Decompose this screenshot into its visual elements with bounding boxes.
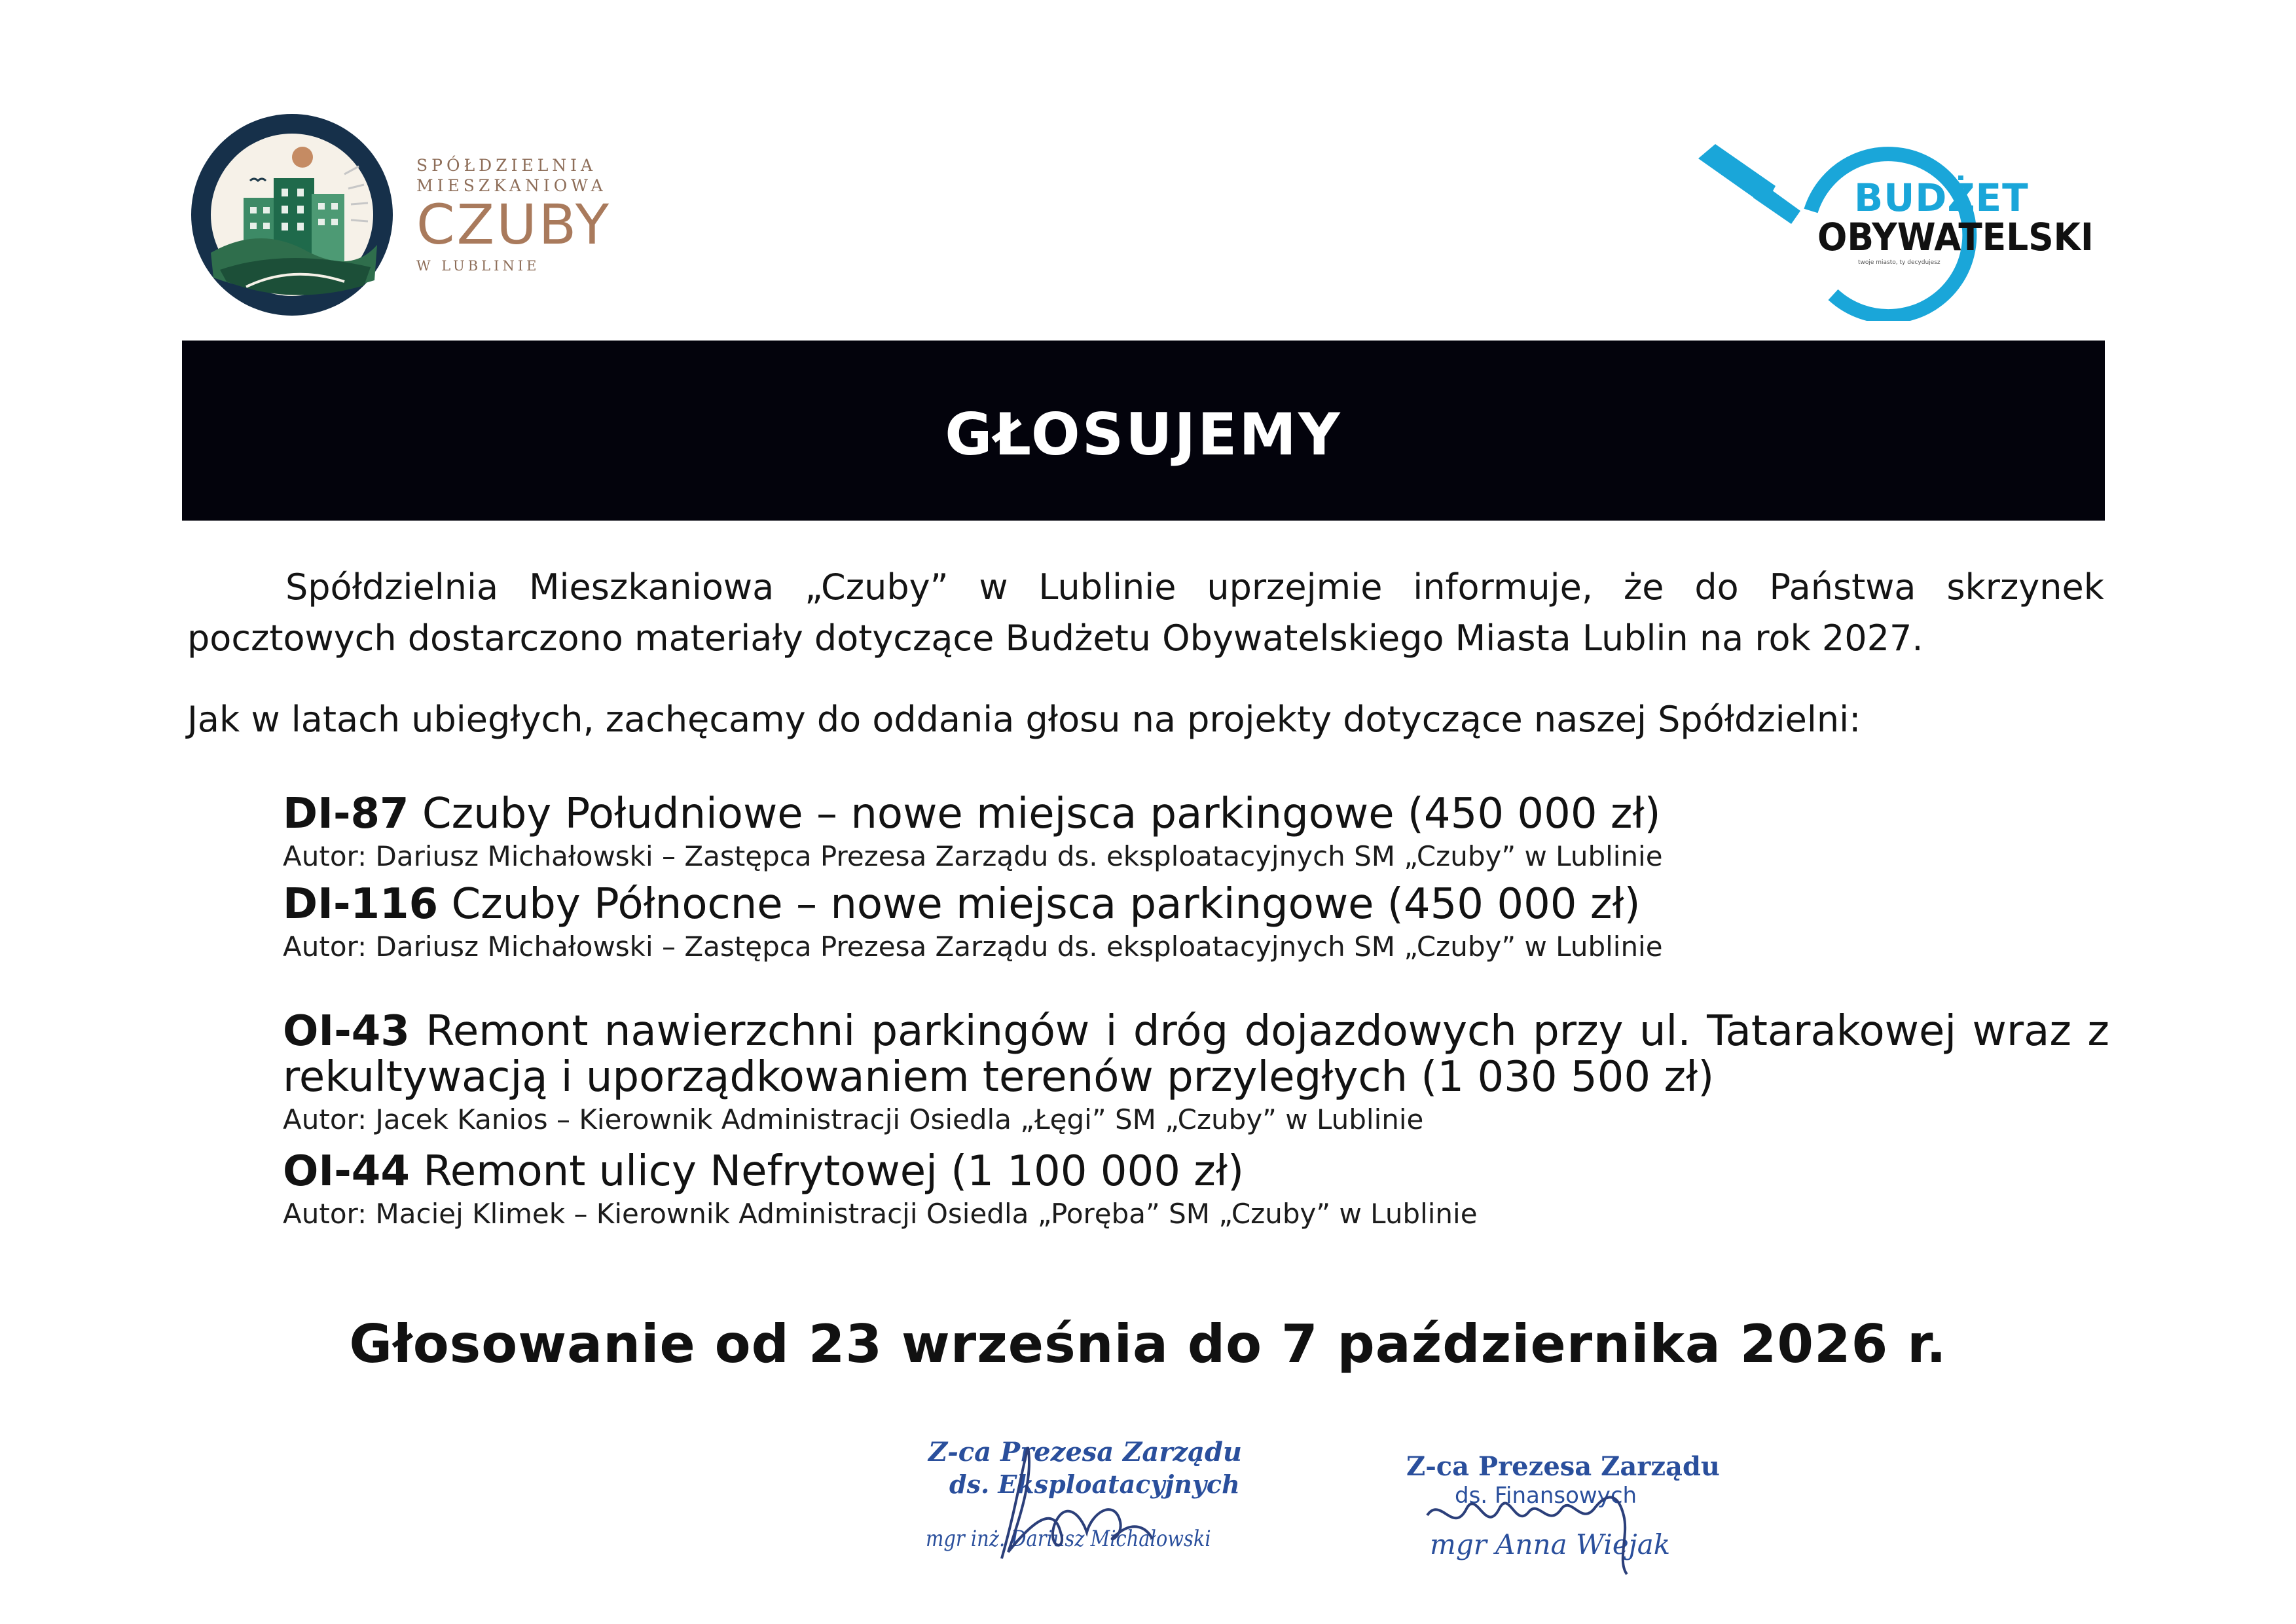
stamp-right-line3: mgr Anna Wiejak	[1430, 1528, 1671, 1560]
project-author: Autor: Dariusz Michałowski – Zastępca Prezesa Zarządu ds. eksploatacyjnych SM „Czuby” w Lublinie	[283, 931, 1663, 963]
project-author: Autor: Maciej Klimek – Kierownik Administracji Osiedla „Poręba” SM „Czuby” w Lublinie	[283, 1198, 1478, 1230]
project-code: OI-43	[283, 1007, 410, 1056]
intro-paragraph: Spółdzielnia Mieszkaniowa „Czuby” w Lublinie uprzejmie informuje, że do Państwa skrzynek pocztowych dostarczono materiały dotyczące Budżetu Obywatelskiego Miasta Lublin na rok 2027.	[187, 566, 2104, 659]
stamp-left-line2: ds. Eksploatacyjnych	[949, 1469, 1240, 1499]
project-title: Czuby Północne – nowe miejsca parkingowe (450 000 zł)	[451, 880, 1641, 929]
project-title: Remont nawierzchni parkingów i dróg dojazdowych przy ul. Tatarakowej wraz z rekultywacją i uporządkowaniem terenów przyległych (1 030 500 zł)	[283, 1007, 2110, 1101]
project-code: OI-44	[283, 1147, 410, 1196]
budzet-logo-tagline: twoje miasto, ty decydujesz	[1858, 259, 1941, 266]
czuby-logo-line1: SPÓŁDZIELNIA	[416, 156, 597, 175]
stamp-right-line1: Z-ca Prezesa Zarządu	[1406, 1451, 1721, 1482]
czuby-logo-line2: MIESZKANIOWA	[416, 176, 607, 195]
czuby-logo-name: CZUBY	[416, 193, 611, 257]
budzet-obywatelski-logo	[1689, 138, 2108, 321]
voting-dates: Głosowanie od 23 września do 7 października 2026 r.	[349, 1314, 1947, 1375]
project-code: DI-116	[283, 880, 439, 929]
czuby-logo-line4: W LUBLINIE	[416, 258, 540, 274]
project-title: Czuby Południowe – nowe miejsca parkingowe (450 000 zł)	[422, 790, 1661, 838]
czuby-logo	[187, 110, 611, 320]
lead-paragraph: Jak w latach ubiegłych, zachęcamy do oddania głosu na projekty dotyczące naszej Spółdzielni:	[187, 699, 1861, 740]
project-title: Remont ulicy Nefrytowej (1 100 000 zł)	[423, 1147, 1245, 1196]
budzet-logo-word1: BUDŻET	[1854, 175, 2029, 220]
project-code: DI-87	[283, 790, 409, 838]
budzet-logo-word2: OBYWATELSKI	[1817, 215, 2094, 259]
stamp-deputy-operations	[923, 1434, 1250, 1565]
stamp-left-line1: Z-ca Prezesa Zarządu	[928, 1437, 1243, 1467]
signature-right-icon	[1401, 1450, 1702, 1581]
czuby-emblem-icon	[187, 110, 397, 320]
project-item	[283, 1149, 2109, 1231]
project-title-line	[283, 881, 2109, 927]
project-item	[283, 791, 2109, 874]
stamp-left-line3: mgr inż. Dariusz Michałowski	[926, 1526, 1211, 1552]
project-author: Autor: Jacek Kanios – Kierownik Administracji Osiedla „Łęgi” SM „Czuby” w Lublinie	[283, 1103, 1424, 1135]
project-author: Autor: Dariusz Michałowski – Zastępca Prezesa Zarządu ds. eksploatacyjnych SM „Czuby” w Lublinie	[283, 840, 1663, 872]
project-item	[283, 1008, 2109, 1137]
signature-left-icon	[923, 1434, 1250, 1565]
stamp-deputy-finance	[1401, 1450, 1721, 1581]
project-title-line	[283, 1149, 2109, 1194]
project-title-line	[283, 1008, 2109, 1100]
title-banner	[182, 341, 2105, 521]
project-item	[283, 881, 2109, 964]
stamp-right-line2: ds. Finansowych	[1455, 1483, 1637, 1509]
page-title: GŁOSUJEMY	[945, 401, 1342, 468]
project-title-line	[283, 791, 2109, 837]
